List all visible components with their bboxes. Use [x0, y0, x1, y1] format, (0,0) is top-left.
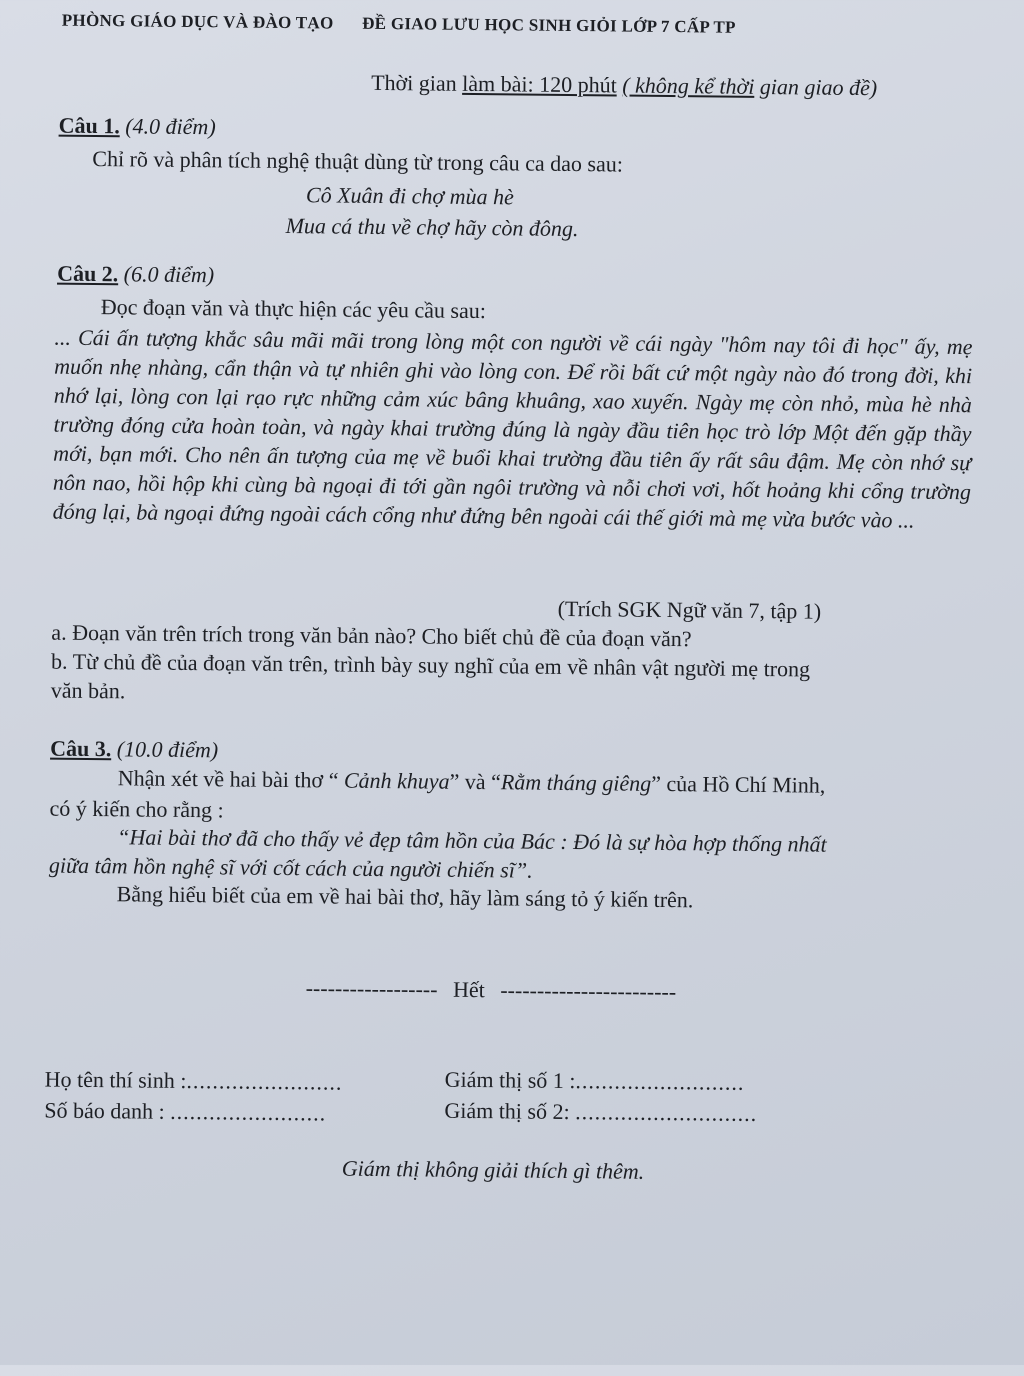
time-allowed: Thời gian làm bài: 120 phút ( không kể thời gian giao đề) [371, 69, 878, 101]
folk-verse-line-2: Mua cá thu về chợ hãy còn đông. [285, 213, 579, 242]
reading-passage: ... Cái ấn tượng khắc sâu mãi mãi trong lòng một con người về cái ngày "hôm nay tôi đi học" ấy, mẹ muốn nhẹ nhàng, cẩn thận và tự nhiên ghi vào lòng con. Để rồi bất cứ một ngày nào đó trong đời, khi nhớ lại, lòng con lại rạo rực những cảm xúc bâng khuâng, xao xuyến. Ngày mẹ còn nhỏ, mùa hè nhà trường đóng cửa hoàn toàn, và ngày khai trường đúng là ngày đầu tiên học trò lớp Một đến gặp thầy mới, bạn mới. Cho nên ấn tượng của mẹ về buổi khai trường đầu tiên ấy rất sâu đậm. Mẹ còn nhớ sự nôn nao, hồi hộp khi cùng bà ngoại đi tới gần ngôi trường và nỗi chơi vơi, hốt hoảng khi cổng trường đóng lại, bà ngoại đứng ngoài cách cổng như đứng bên ngoài cái thế giới mà mẹ vừa bước vào ... [52, 324, 973, 533]
invigilator-2-label: Giám thị số 2: [444, 1097, 576, 1125]
invigilator-1-blank: .......................... [575, 1068, 745, 1095]
question-1-prompt: Chỉ rõ và phân tích nghệ thuật dùng từ trong câu ca dao sau: [92, 145, 624, 177]
question-2-part-b-line-2: văn bản. [50, 677, 126, 704]
question-1-heading: Câu 1. (4.0 điểm) [58, 112, 216, 140]
candidate-number-blank: ........................ [170, 1098, 327, 1126]
candidate-name-label: Họ tên thí sinh : [44, 1066, 187, 1094]
quote-line-1: “Hai bài thơ đã cho thấy vẻ đẹp tâm hồn của Bác : Đó là sự hòa hợp thống nhất [117, 824, 827, 857]
candidate-number-field [44, 1098, 326, 1127]
poem-title-canh-khuya: Cảnh khuya [343, 767, 450, 794]
document-header [62, 11, 736, 38]
footer-note: Giám thị không giải thích gì thêm. [341, 1155, 645, 1184]
passage-source: (Trích SGK Ngữ văn 7, tập 1) [557, 595, 822, 624]
question-3-line-1: Nhận xét về hai bài thơ “ Cảnh khuya” và “Rằm tháng giêng” của Hồ Chí Minh, [117, 765, 826, 798]
poem-title-ram-thang-gieng: Rằm tháng giêng [500, 769, 652, 796]
candidate-number-label: Số báo danh : [44, 1097, 171, 1124]
invigilator-1-field [445, 1067, 745, 1096]
question-2-heading: Câu 2. (6.0 điểm) [57, 260, 215, 288]
invigilator-1-label: Giám thị số 1 : [444, 1066, 576, 1094]
question-2-part-b-line-1: b. Từ chủ đề của đoạn văn trên, trình bày suy nghĩ của em về nhân vật người mẹ trong [50, 648, 811, 682]
folk-verse-line-1: Cô Xuân đi chợ mùa hè [305, 182, 514, 210]
candidate-name-blank: ........................ [186, 1068, 343, 1095]
end-marker [306, 975, 677, 1005]
exam-title: ĐỀ GIAO LƯU HỌC SINH GIỎI LỚP 7 CẤP TP [362, 13, 736, 37]
question-3-line-2: có ý kiến cho rằng : [49, 795, 224, 823]
question-2-part-a: a. Đoạn văn trên trích trong văn bản nào? Cho biết chủ đề của đoạn văn? [51, 619, 692, 652]
invigilator-2-blank: ............................ [575, 1099, 758, 1126]
question-3-task: Bằng hiểu biết của em về hai bài thơ, hãy làm sáng tỏ ý kiến trên. [116, 881, 694, 913]
question-3-heading: Câu 3. (10.0 điểm) [50, 735, 219, 763]
quote-line-2: giữa tâm hồn nghệ sĩ với cốt cách của người chiến sĩ”. [48, 852, 533, 883]
question-2-prompt: Đọc đoạn văn và thực hiện các yêu cầu sau: [100, 294, 487, 324]
end-right-dashes: ------------------------ [500, 977, 677, 1005]
invigilator-2-field [444, 1098, 757, 1127]
end-left-dashes: ------------------ [305, 975, 438, 1002]
end-word: Hết [452, 976, 485, 1003]
department-name: PHÒNG GIÁO DỤC VÀ ĐÀO TẠO [61, 10, 334, 33]
candidate-name-field [45, 1067, 343, 1096]
